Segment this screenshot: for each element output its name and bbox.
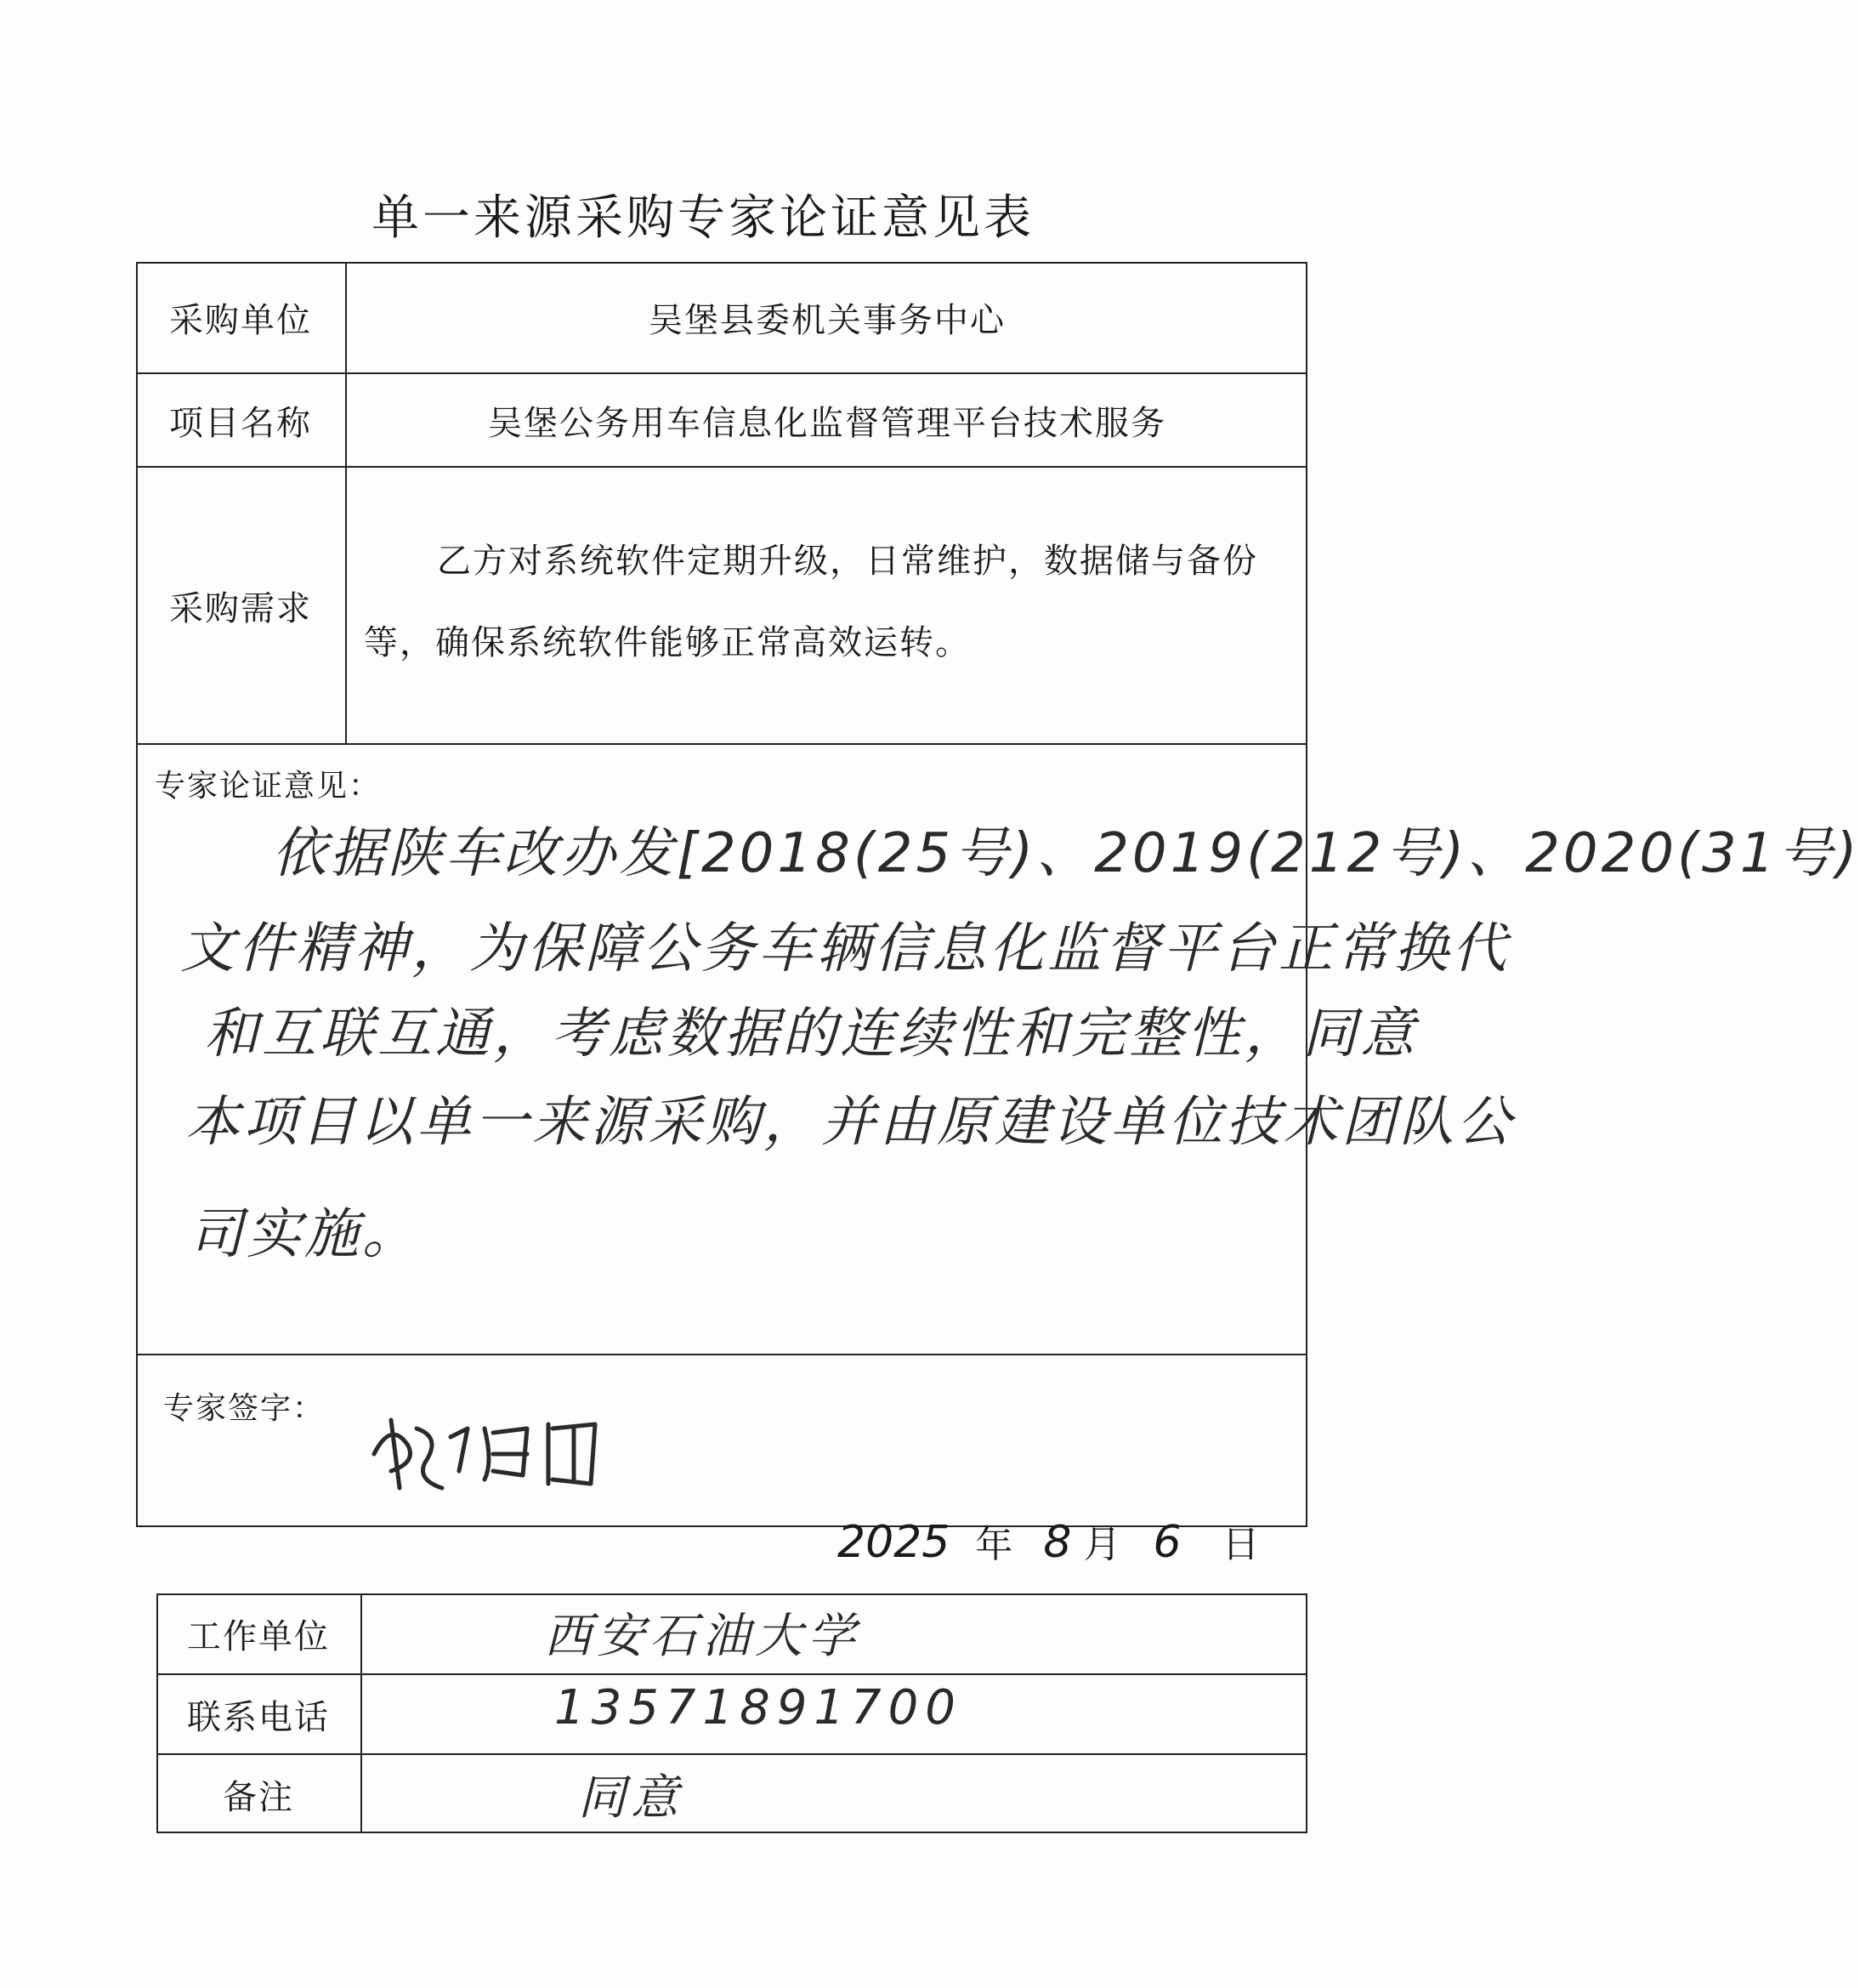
date-day-unit: 日 (1222, 1523, 1260, 1566)
signature-label: 专家签字： (163, 1391, 326, 1426)
signature-icon (366, 1403, 612, 1497)
date-year: 2025 (837, 1517, 950, 1568)
opinion-line: 和互联互通，考虑数据的连续性和完整性，同意 (204, 1003, 1418, 1065)
column-divider (360, 1593, 362, 1833)
work-unit-value: 西安石油大学 (544, 1609, 860, 1664)
row-divider (136, 743, 1307, 745)
requirement-line: 乙方对系统软件定期升级，日常维护，数据储与备份 (437, 542, 1258, 581)
opinion-line: 司实施。 (189, 1203, 420, 1266)
remark-label: 备注 (223, 1777, 294, 1817)
date-month: 8 (1043, 1517, 1072, 1568)
phone-label: 联系电话 (187, 1697, 330, 1737)
purchaser-label: 采购单位 (169, 300, 312, 340)
opinion-label: 专家论证意见： (155, 769, 382, 804)
date-month-unit: 月 (1083, 1523, 1121, 1566)
project-label: 项目名称 (169, 403, 312, 443)
phone-value: 13571891700 (554, 1680, 962, 1735)
opinion-line: 依据陕车改办发[2018(25号)、2019(212号)、2020(31号) (272, 822, 1860, 885)
remark-value: 同意 (578, 1770, 683, 1826)
date-year-unit: 年 (975, 1523, 1013, 1566)
row-divider (136, 1354, 1307, 1355)
project-value: 吴堡公务用车信息化监督管理平台技术服务 (488, 403, 1166, 443)
opinion-line: 文件精神，为保障公务车辆信息化监督平台正常换代 (180, 917, 1510, 980)
purchaser-value: 吴堡县委机关事务中心 (649, 300, 1006, 340)
requirement-line: 等，确保系统软件能够正常高效运转。 (364, 623, 971, 662)
page-title: 单一来源采购专家论证意见表 (371, 190, 1035, 246)
opinion-line: 本项目以单一来源采购，并由原建设单位技术团队公 (185, 1091, 1515, 1154)
requirement-text (364, 520, 1299, 684)
date-day: 6 (1153, 1517, 1182, 1568)
requirement-label: 采购需求 (169, 588, 312, 628)
signature-date (837, 1514, 1260, 1568)
work-unit-label: 工作单位 (187, 1616, 330, 1656)
